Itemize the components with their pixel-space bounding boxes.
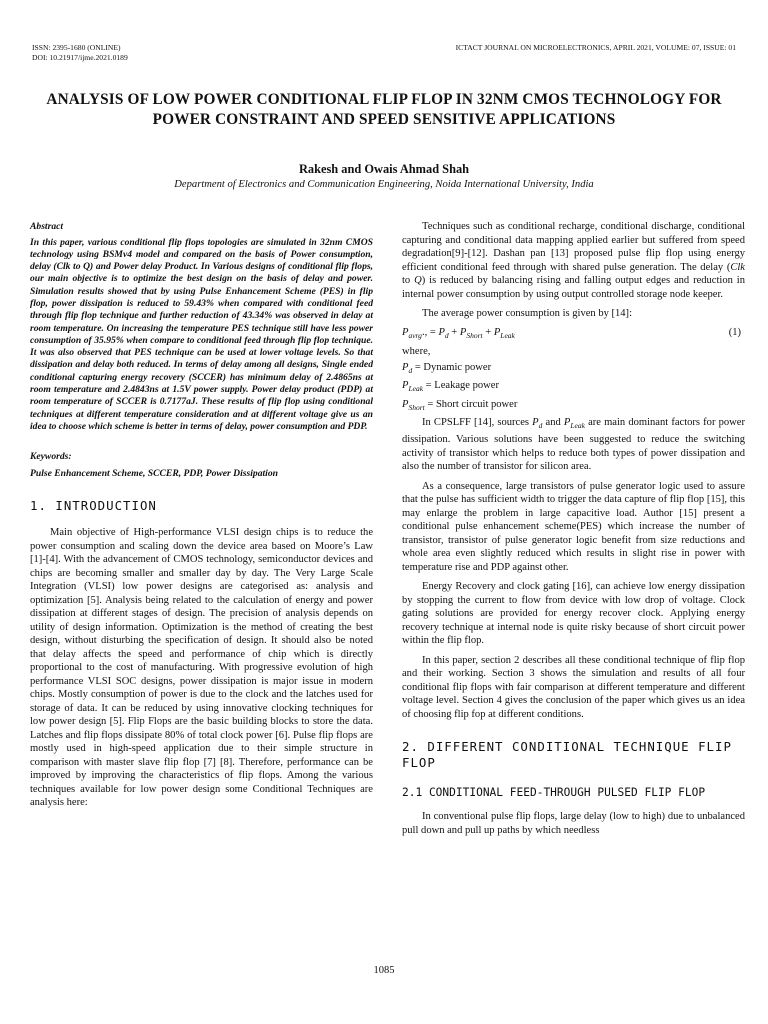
paper-title: ANALYSIS OF LOW POWER CONDITIONAL FLIP FLOP IN 32NM CMOS TECHNOLOGY FOR POWER CONSTRAINT AND SPEED SENSITIVE APPLICATIONS	[46, 91, 722, 128]
where-label: where,	[402, 346, 431, 358]
paragraph-avg-power: The average power consumption is given by [14]:	[422, 308, 633, 319]
affiliation: Department of Electronics and Communication Engineering, Noida International University, India	[174, 179, 594, 190]
page-number: 1085	[373, 965, 395, 976]
paragraph-techniques: Techniques such as conditional recharge, conditional discharge, conditional capturing and conditional data mapping applied earlier but suffered from speed degradation[9]-[12]. Dashan pan [13] proposed pulse flip flop using energy efficient conditional feed through with shared pulse generation. The delay (Clk to Q) is reduced by balancing rising and falling output edges and reduction in internal power consumption by using output controlled storage node keeper.	[402, 221, 745, 300]
paragraph-pes: As a consequence, large transistors of pulse generator logic used to assure that the pulse has sufficient width to trigger the data capture of flip flop [15], this may enlarge the problem in large capacitive load. Author [15] present a conditional pulse enhancement scheme(PES) which increase the number of transistor, transistor of pulse generator logic benefit from size reductions and whole area even slightly reduced which results in slight rise in power with temperature rise and PDP against other.	[402, 480, 745, 573]
definition-pd: $P_d$ = Dynamic power	[402, 361, 492, 375]
definition-pshort: $P_{Short}$ = Short circuit power	[402, 398, 518, 412]
authors: Rakesh and Owais Ahmad Shah	[298, 162, 470, 176]
header-left	[32, 43, 128, 63]
keywords-text: Pulse Enhancement Scheme, SCCER, PDP, Power Dissipation	[30, 467, 278, 479]
definition-pleak: $P_{Leak}$ = Leakage power	[402, 380, 499, 394]
abstract-heading: Abstract	[30, 221, 64, 232]
right-column	[402, 220, 745, 837]
keywords-heading: Keywords:	[30, 451, 72, 463]
equation-number: (1)	[728, 326, 741, 338]
paragraph-organization: In this paper, section 2 describes all these conditional technique of flip flop and their working. Section 3 shows the simulation and results of all four conditional flip flops with fair comparison at different temperature and different voltage level. Section 4 gives the conclusion of the paper which gives us an idea of choosing flip fop at different conditions.	[402, 654, 745, 720]
paragraph-energy-recovery: Energy Recovery and clock gating [16], can achieve low energy dissipation by stopping the current to flow from device with low drop of voltage. Clock gating solutions are provided for energy recover clock. Applying energy recovery technique at internal node is quite risky because of short circuit power within the flip flop.	[402, 581, 745, 647]
left-column	[30, 220, 373, 810]
doi: DOI: 10.21917/ijme.2021.0189	[32, 53, 128, 62]
section-2-heading: 2. DIFFERENT CONDITIONAL TECHNIQUE FLIP FLOP	[402, 739, 732, 771]
paragraph-conventional: In conventional pulse flip flops, large delay (low to high) due to unbalanced pull down and pull up paths by which needless	[402, 811, 745, 836]
abstract-text: In this paper, various conditional flip flops topologies are simulated in 32nm CMOS technology using BSMv4 model and compared on the basis of Power consumption, delay (Clk to Q) and Power delay Product. In Various designs of conditional flip flops, our main objective is to optimize the best design on the basis of delay and power. Simulation results showed that by using Pulse Enhancement Scheme (PES) in flip flop, power dissipation is reduced to 59.43% when compared with conditional feed through flip flop technique and further reduction of 43.34% was observed in delay at room temperature. On increasing the temperature PES technique still have less power consumption of 35.95% when compare to conditional feed through flip flop technique. It was also observed that PES technique can be used at lower voltage levels. So that dissipation and delay both reduced. In terms of delay among all designs, Single ended conditional capturing energy recovery (SCCER) has minimum delay of 2.4865ns at room temperature and 2.4843ns at 1.5V power supply. Power delay product (PDP) at room temperature of SCCER is 0.7177aJ. These results of flip flop using conditional techniques at different temperature consideration and at different voltage give us an idea to choose which scheme is better in terms of delay, power consumption and PDP.	[30, 236, 373, 432]
section-2-1-heading: 2.1 CONDITIONAL FEED-THROUGH PULSED FLIP FLOP	[402, 786, 706, 800]
issn: ISSN: 2395-1680 (ONLINE)	[32, 43, 121, 52]
intro-paragraph: Main objective of High-performance VLSI design chips is to reduce the power consumption and scaling down the device area based on Moore’s Law [1]-[4]. With the advancement of CMOS technology, semiconductor devices and chips are becoming smaller and smaller day by day. The Very Large Scale Integration (VLSI) low power designs are categorised as: analysis and optimization [5]. Analysis being related to the calculation of energy and power dissipation at different stages of design. The precision of analysis depends on utility of design information. Optimization is the method of creating the best design, without disturbing the specification of design. It should also be noted that delay affects the speed and performance of chip which is directly proportional to the cost of manufacturing. With progressive evolution of high performance VLSI SOC designs, power dissipation is major issue in modern chips. Mostly consumption of power is due to the clock and the latches used for storage of data. It can be reduced by using innovative clocking techniques for low power design [5]. Flip Flops are the basic building blocks to store the data. Latches and flip flops dissipate 80% of total clock power [6]. Pulse flip flops are mostly used in high-speed application due to their simple structure in comparison with master slave flip flop [7] [8]. Therefore, performance can be improved by improving the characteristics of flip flops. Among the various techniques available for low power design some Conditional Techniques are analysis here:	[30, 527, 373, 809]
journal-header: ICTACT JOURNAL ON MICROELECTRONICS, APRIL 2021, VOLUME: 07, ISSUE: 01	[455, 43, 736, 52]
equation-1: $P_{avrg}$., = $P_d + P_{Short} + P_{Leak}$ (1)	[402, 326, 741, 340]
section-1-heading: 1. INTRODUCTION	[30, 498, 157, 514]
paragraph-cpslff: In CPSLFF [14], sources $P_d$ and $P_{Leak}$ are main dominant factors for power dissipation. Various solutions have been suggested to reduce the switching activity of transistor which helps to reduce both types of power dissipation and also the number of transistor for silicon area.	[402, 417, 745, 473]
